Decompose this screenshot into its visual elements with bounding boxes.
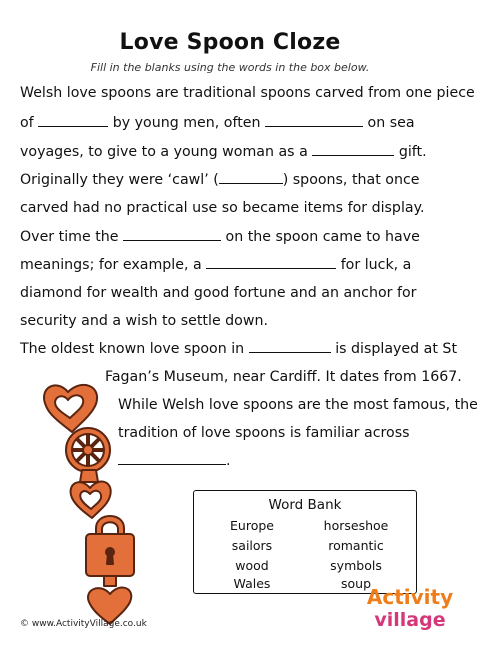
answer-blank-4[interactable] [219,171,283,184]
instructions: Fill in the blanks using the words in the box below. [90,61,370,74]
line-text: by young men, often [112,115,261,131]
line-text: voyages, to give to a young woman as a [20,144,308,160]
line-text: on the spoon came to have [225,229,420,245]
text-line-3 [20,143,427,161]
line-text: carved had no practical use so became items for display. [20,200,425,216]
word-bank-word: Europe [230,518,274,533]
line-text: The oldest known love spoon in [20,341,245,357]
line-text: Originally they were ‘cawl’ ( [20,172,219,188]
word-bank-word: Wales [233,576,271,591]
logo-text-line1: Activity [366,585,454,609]
text-line-9 [20,312,268,330]
line-text: Over time the [20,229,119,245]
line-text: is displayed at St [335,341,458,357]
line-text: of [20,115,34,131]
activity-village-logo [366,580,454,642]
answer-blank-6[interactable] [206,256,336,269]
line-text: Welsh love spoons are traditional spoons carved from one piece [20,85,475,101]
text-line-6 [20,228,420,246]
line-text: Fagan’s Museum, near Cardiff. It dates from 1667. [105,369,462,385]
answer-blank-7[interactable] [249,340,331,353]
answer-blank-2[interactable] [265,114,363,127]
word-bank-word: sailors [231,538,273,553]
text-line-10 [20,340,457,358]
line-text: for luck, a [340,257,412,273]
logo-text-line2: village [374,609,446,631]
text-line-2 [20,114,415,132]
line-text: meanings; for example, a [20,257,202,273]
text-line-1 [20,84,475,102]
text-line-7 [20,256,411,274]
line-text: gift. [398,144,427,160]
text-line-5 [20,199,424,217]
line-text: on sea [367,115,415,131]
answer-blank-1[interactable] [38,114,108,127]
line-text: ) spoons, that once [282,172,420,188]
line-text: tradition of love spoons is familiar across [118,425,410,441]
word-bank-title: Word Bank [268,497,342,513]
word-bank-word: soup [340,576,372,591]
word-bank-word: romantic [328,538,384,553]
line-text: While Welsh love spoons are the most famous, the [118,397,478,413]
text-line-4 [20,171,419,189]
word-bank-word: wood [235,558,269,573]
word-bank-word: horseshoe [323,518,389,533]
line-text: diamond for wealth and good fortune and an anchor for [20,285,417,301]
line-text: security and a wish to settle down. [20,313,268,329]
answer-blank-3[interactable] [312,143,394,156]
word-bank-word: symbols [330,558,382,573]
text-line-12 [118,396,478,414]
copyright-footer: © www.ActivityVillage.co.uk [20,619,147,629]
love-spoon-illustration [38,372,168,602]
answer-blank-5[interactable] [123,228,221,241]
word-bank-box [193,490,417,594]
line-text: . [226,453,231,469]
text-line-8 [20,284,416,302]
page-title: Love Spoon Cloze [119,30,341,55]
